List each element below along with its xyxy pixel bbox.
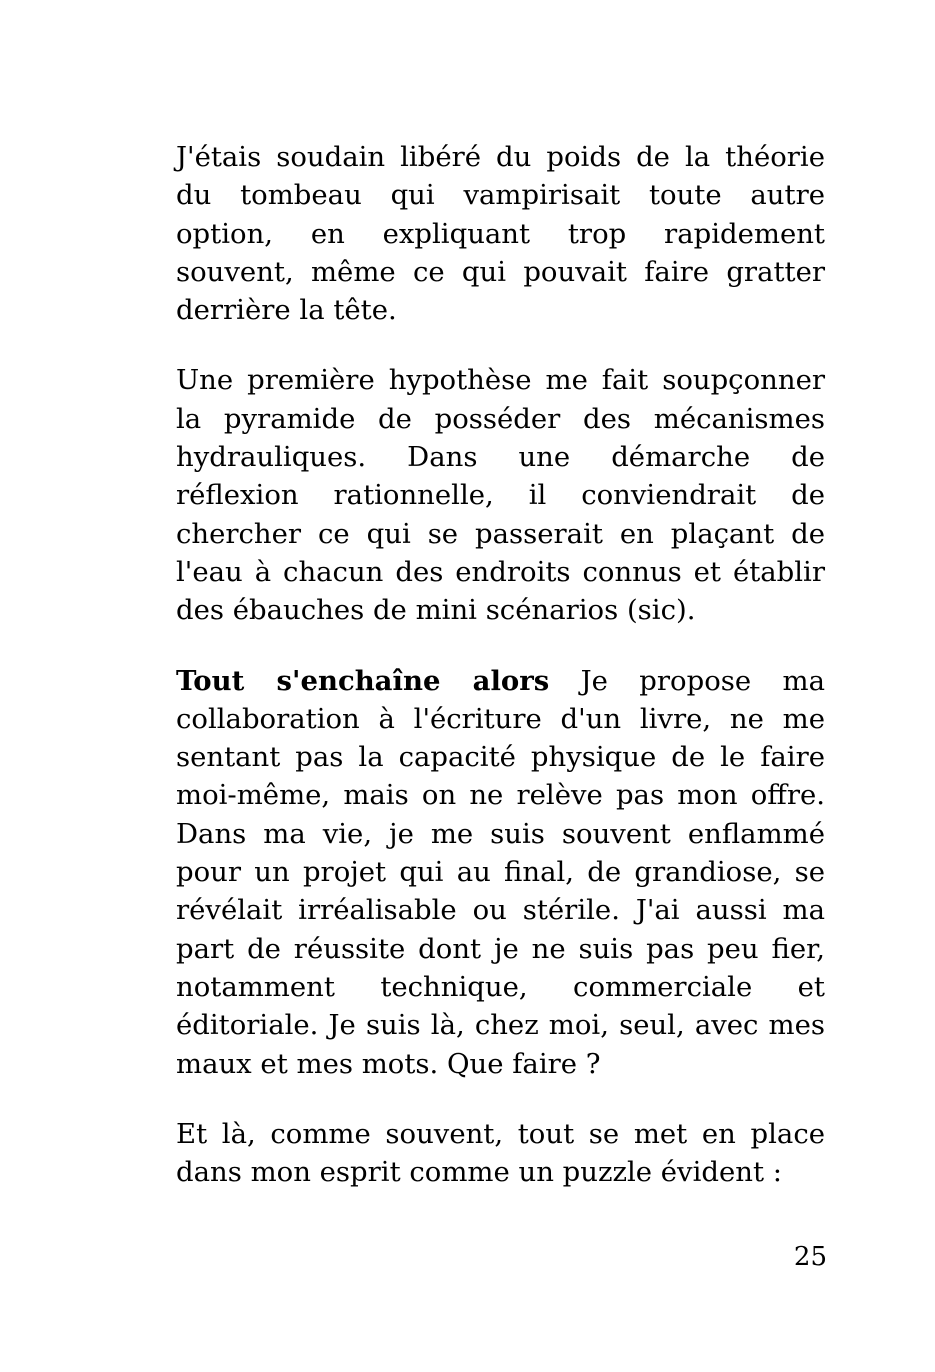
page-number: 25 [793,1242,827,1272]
paragraph-4-text: Et là, comme souvent, tout se met en place dans mon esprit comme un puzzle évident : [176,1117,825,1189]
paragraph-1 [176,138,825,329]
paragraph-2 [176,361,825,629]
paragraph-2-text: Une première hypothèse me fait soupçonner la pyramide de posséder des mécanismes hydrauliques. Dans une démarche de réflexion rationnelle, il conviendrait de chercher ce qui se passerait en plaçant de l'eau à chacun des endroits connus et établir des ébauches de mini scénarios (sic). [176,364,825,627]
paragraph-3-lead: Tout s'enchaîne alors [176,664,550,697]
paragraph-4 [176,1115,825,1192]
page-body [176,138,825,1191]
paragraph-1-text: J'étais soudain libéré du poids de la théorie du tombeau qui vampirisait toute autre option, en expliquant trop rapidement souvent, même ce qui pouvait faire gratter derrière la tête. [176,141,825,327]
paragraph-3-text: Je propose ma collaboration à l'écriture d'un livre, ne me sentant pas la capacité physique de le faire moi-même, mais on ne relève pas mon offre. Dans ma vie, je me suis souvent enflammé pour un projet qui au final, de grandiose, se révélait irréalisable ou stérile. J'ai aussi ma part de réussite dont je ne suis pas peu fier, notamment technique, commerciale et éditoriale. Je suis là, chez moi, seul, avec mes maux et mes mots. Que faire ? [176,664,825,1080]
paragraph-3 [176,662,825,1083]
